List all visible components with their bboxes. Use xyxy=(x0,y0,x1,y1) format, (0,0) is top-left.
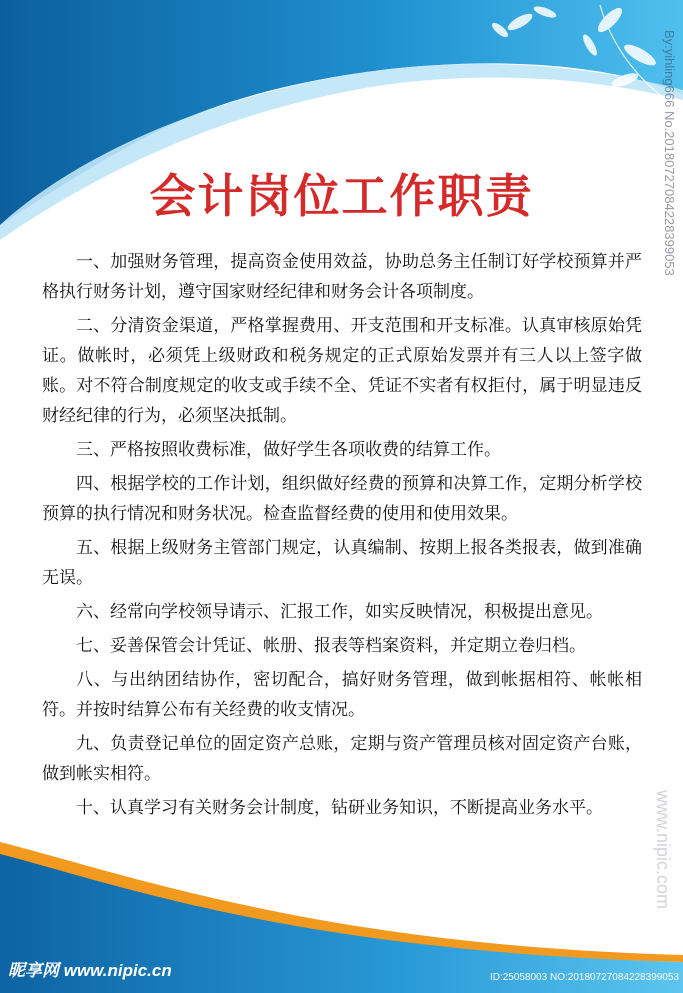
watermark-vertical: By:yihling666 No.20180727084228399053 xyxy=(662,30,677,276)
list-item: 九、负责登记单位的固定资产总账，定期与资产管理员核对固定资产台账，做到帐实相符。 xyxy=(42,734,642,784)
page-title: 会计岗位工作职责 xyxy=(149,169,534,223)
list-item: 六、经常向学校领导请示、汇报工作，如实反映情况，积极提出意见。 xyxy=(76,602,603,622)
watermark-id: ID:25058003 NO:20180727084228399053 xyxy=(489,972,679,983)
list-item: 八、与出纳团结协作，密切配合，搞好财务管理，做到帐据相符、帐帐相符。并按时结算公布有关经费的收支情况。 xyxy=(42,670,642,720)
watermark-site-logo: 昵享网 www.nipic.cn xyxy=(8,961,172,980)
list-item: 二、分清资金渠道，严格掌握费用、开支范围和开支标准。认真审核原始凭证。做帐时，必须凭上级财政和税务规定的正式原始发票并有三人以上签字做账。对不符合制度规定的收支或手续不全、凭证不实者有权拒付，属于明显违反财经纪律的行为，必须坚决抵制。 xyxy=(42,316,642,426)
watermark-vertical-site: www.nipic.com xyxy=(653,790,673,910)
list-item: 四、根据学校的工作计划，组织做好经费的预算和决算工作，定期分析学校预算的执行情况和财务状况。检查监督经费的使用和使用效果。 xyxy=(42,474,642,524)
list-item: 一、加强财务管理，提高资金使用效益，协助总务主任制订好学校预算并严格执行财务计划，遵守国家财经纪律和财务会计各项制度。 xyxy=(42,252,642,302)
list-item: 十、认真学习有关财务会计制度，钻研业务知识，不断提高业务水平。 xyxy=(76,798,603,818)
list-item: 三、严格按照收费标准，做好学生各项收费的结算工作。 xyxy=(76,440,501,460)
list-item: 五、根据上级财务主管部门规定，认真编制、按期上报各类报表，做到准确无误。 xyxy=(42,538,642,588)
list-item: 七、妥善保管会计凭证、帐册、报表等档案资料，并定期立卷归档。 xyxy=(76,636,586,656)
duty-list xyxy=(42,247,642,827)
